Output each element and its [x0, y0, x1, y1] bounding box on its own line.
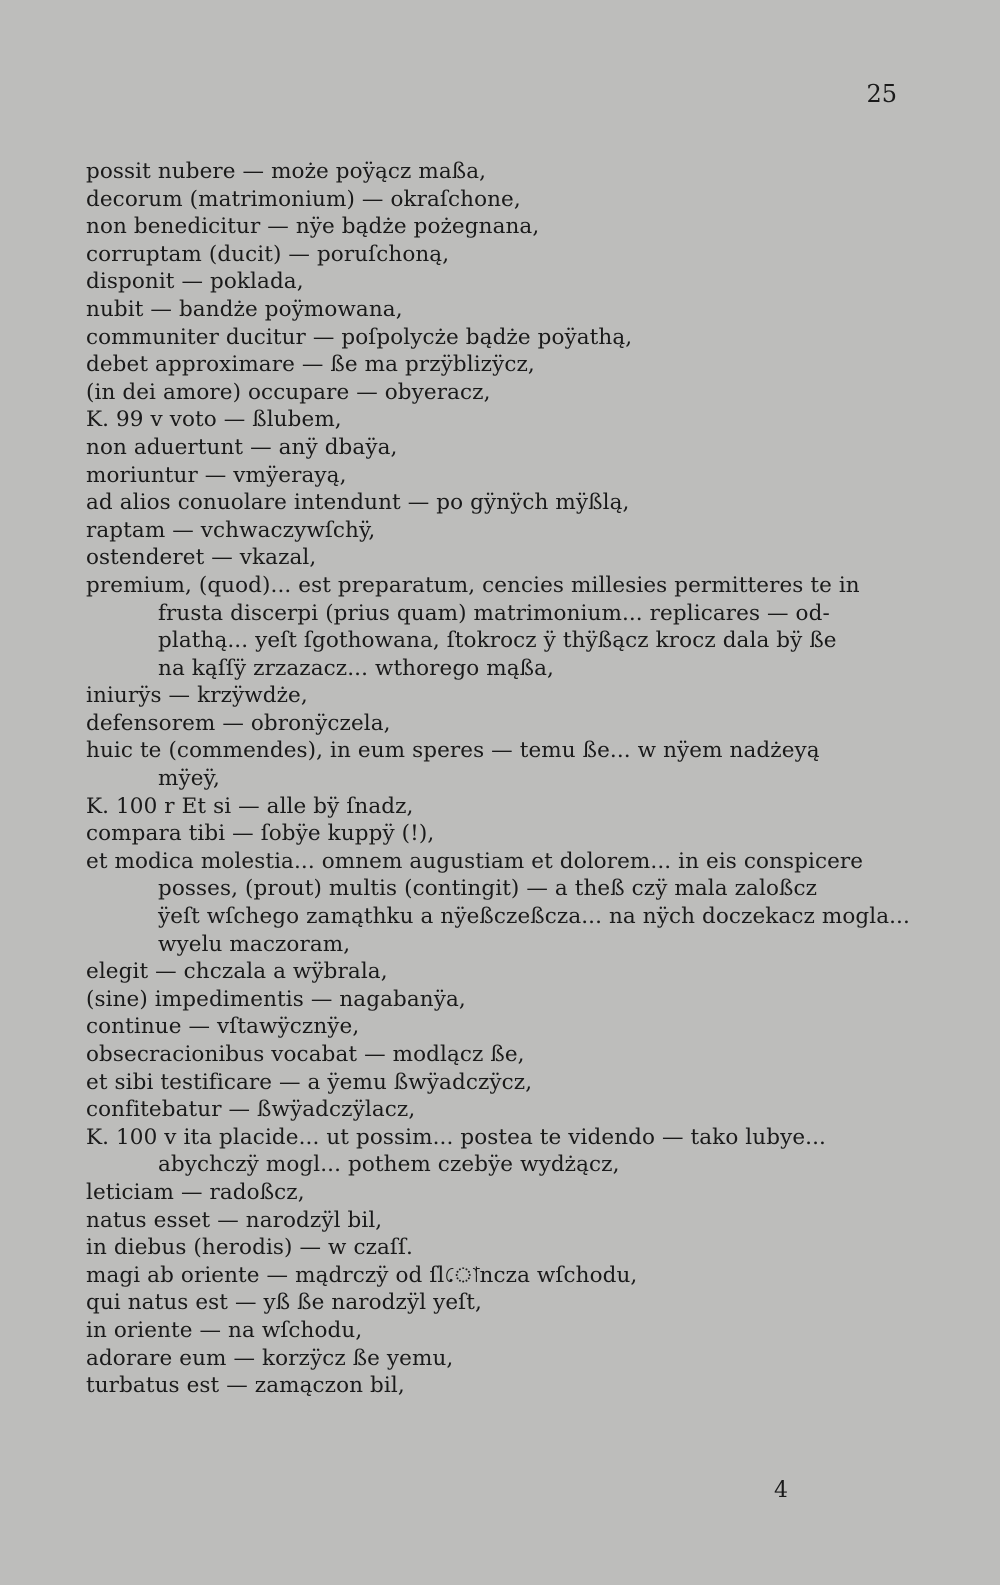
text-line: possit nubere — może poÿącz maßa,	[86, 159, 487, 184]
text-line: (sine) impedimentis — nagabanÿa,	[86, 986, 466, 1012]
page-number: 25	[866, 80, 897, 108]
text-line: non aduertunt — anÿ dbaÿa,	[86, 434, 398, 460]
text-line: obsecracionibus vocabat — modlącz ße,	[86, 1042, 525, 1067]
text-line: debet approximare — ße ma przÿblizÿcz,	[86, 352, 535, 378]
text-line: na kąſſÿ zrzazacz... wthorego mąßa,	[158, 655, 554, 681]
text-line: adorare eum — korzÿcz ße yemu,	[86, 1345, 454, 1371]
text-line: wyelu maczoram,	[158, 931, 351, 957]
text-line: frusta discerpi (prius quam) matrimonium... replicares — od-	[158, 600, 830, 626]
text-line: abychczÿ mogl... pothem czebÿe wydżącz,	[158, 1152, 620, 1178]
text-line: communiter ducitur — poſpolycże bądże poÿathą,	[86, 324, 633, 350]
text-line: raptam — vchwaczywſchÿ,	[86, 517, 376, 543]
text-line: in oriente — na wſchodu,	[86, 1317, 363, 1343]
text-line: compara tibi — ſobÿe kuppÿ (!),	[86, 821, 435, 847]
text-line: decorum (matrimonium) — okraſchone,	[86, 186, 521, 212]
text-line: natus esset — narodzÿl bil,	[86, 1207, 383, 1233]
text-line: mÿeÿ,	[158, 766, 220, 792]
signature-mark: 4	[774, 1478, 788, 1503]
text-body	[86, 158, 916, 1400]
text-line: moriuntur — vmÿerayą,	[86, 462, 347, 488]
text-line: ad alios conuolare intendunt — po gÿnÿch mÿßlą,	[86, 490, 630, 516]
text-line: plathą... yeſt ſgothowana, ſtokrocz ÿ thÿßącz krocz dala bÿ ße	[158, 628, 837, 654]
text-line: turbatus est — zamączon bil,	[86, 1373, 405, 1399]
text-line: ÿeſt wſchego zamąthku a nÿeßczeßcza... na nÿch doczekacz mogla...	[158, 904, 910, 930]
text-line: magi ab oriente — mądrczÿ od ſlোncza wſchodu,	[86, 1262, 638, 1288]
text-line: K. 100 v ita placide... ut possim... postea te videndo — tako lubye...	[86, 1124, 826, 1150]
text-line: K. 100 r Et si — alle bÿ ſnadz,	[86, 793, 414, 819]
text-line: et modica molestia... omnem augustiam et dolorem... in eis conspicere	[86, 848, 864, 874]
text-line: K. 99 v voto — ßlubem,	[86, 407, 342, 433]
text-line: et sibi testificare — a ÿemu ßwÿadczÿcz,	[86, 1069, 533, 1095]
text-line: elegit — chczala a wÿbrala,	[86, 959, 388, 985]
text-line: ostenderet — vkazal,	[86, 545, 317, 571]
text-line: qui natus est — yß ße narodzÿl yeſt,	[86, 1290, 482, 1316]
text-line: huic te (commendes), in eum speres — temu ße... w nÿem nadżeyą	[86, 738, 820, 764]
text-line: continue — vſtawÿcznÿe,	[86, 1014, 360, 1040]
text-line: non benedicitur — nÿe bądże pożegnana,	[86, 214, 540, 240]
text-line: defensorem — obronÿczela,	[86, 710, 391, 736]
text-line: iniurÿs — krzÿwdże,	[86, 683, 308, 709]
text-line: disponit — poklada,	[86, 269, 304, 295]
text-line: confitebatur — ßwÿadczÿlacz,	[86, 1097, 416, 1123]
text-line: in diebus (herodis) — w czaſſ.	[86, 1235, 413, 1261]
text-line: (in dei amore) occupare — obyeracz,	[86, 379, 491, 405]
text-line: leticiam — radoßcz,	[86, 1179, 305, 1205]
text-line: nubit — bandże poÿmowana,	[86, 296, 403, 322]
text-line: corruptam (ducit) — poruſchoną,	[86, 241, 450, 267]
text-line: posses, (prout) multis (contingit) — a theß czÿ mala zaloßcz	[158, 876, 818, 902]
text-line: premium, (quod)... est preparatum, cencies millesies permitteres te in	[86, 572, 860, 598]
